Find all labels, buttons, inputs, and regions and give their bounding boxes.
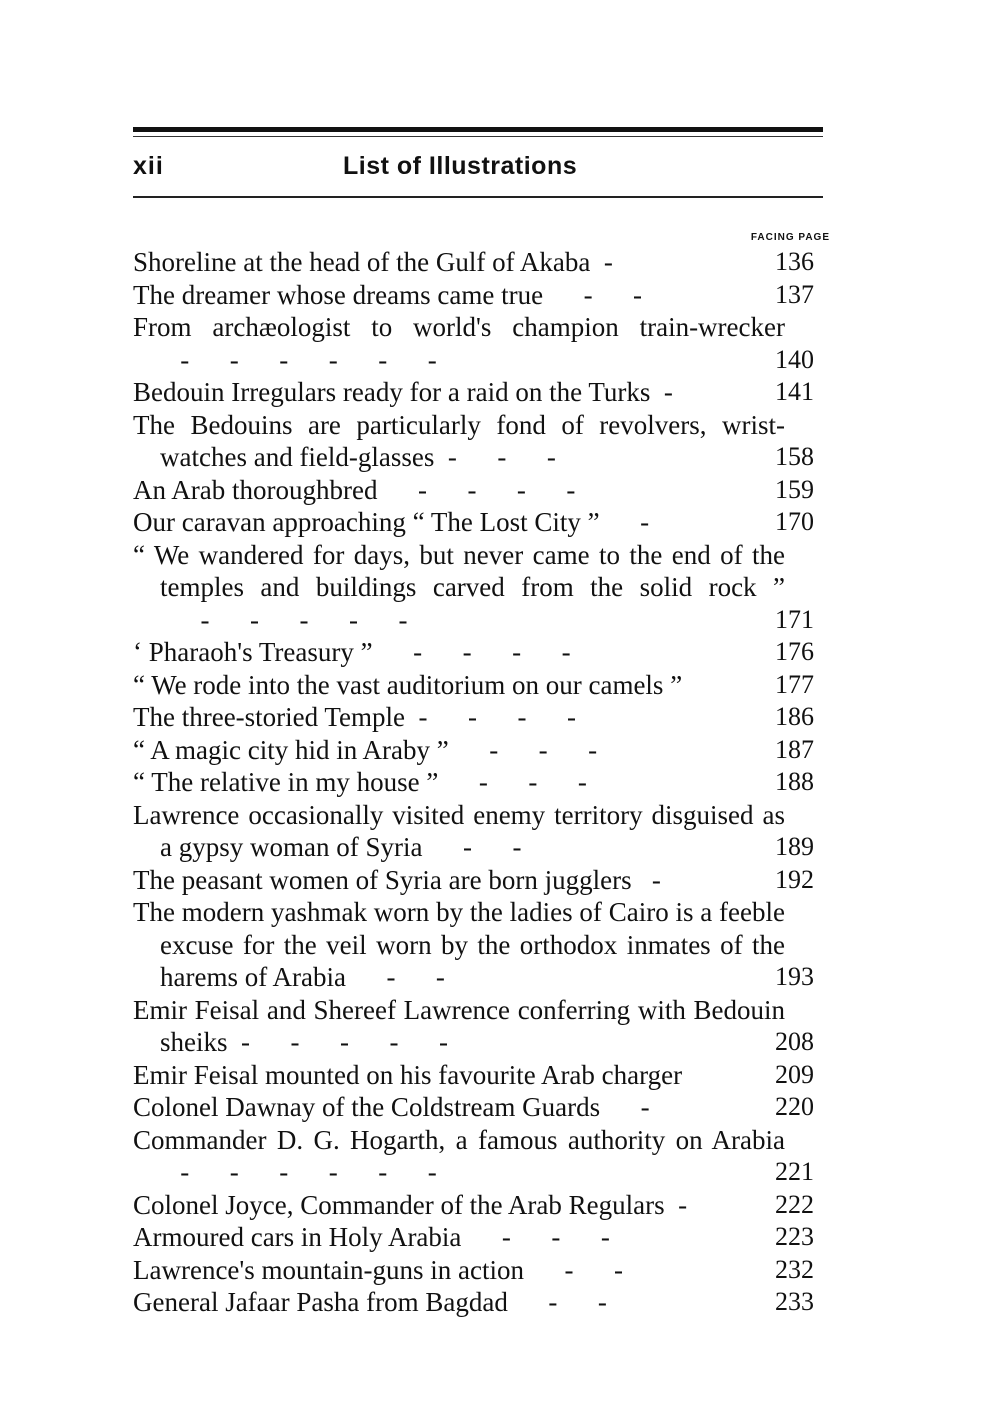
facing-page-number: 209 [775,1059,814,1089]
dot-leaders: - - - [461,1222,610,1252]
facing-page-number: 176 [775,637,814,666]
list-item [133,1091,833,1124]
list-item [133,279,833,312]
list-item [133,669,833,702]
top-rule-thin [133,136,823,137]
dot-leaders: - - [422,832,522,862]
dot-leaders: - - [524,1254,623,1285]
list-item [133,506,833,539]
list-item [133,311,833,376]
illustration-caption: ‘ Pharaoh's Treasury ” [133,637,373,667]
dot-leaders: - - - - - - [160,344,437,375]
illustration-caption: Our caravan approaching “ The Lost City ” [133,507,600,537]
list-item [133,701,833,734]
illustration-caption: Colonel Joyce, Commander of the Arab Regulars [133,1189,665,1220]
facing-page-number: 137 [775,279,814,309]
illustration-caption: Lawrence's mountain-guns in action [133,1254,524,1285]
facing-page-number: 222 [775,1189,814,1219]
list-item [133,409,833,474]
list-item [133,1189,833,1222]
facing-page-number: 140 [775,344,814,374]
facing-page-number: 193 [775,962,814,991]
illustration-title [133,701,785,734]
facing-page-number: 189 [775,832,814,861]
illustration-caption: Colonel Dawnay of the Coldstream Guards [133,1092,601,1122]
dot-leaders: - [600,1092,650,1122]
running-head-title: List of Illustrations [343,152,578,180]
facing-page-number: 141 [775,377,814,406]
list-item [133,1254,833,1287]
illustration-caption: “ The relative in my house ” [133,767,439,797]
dot-leaders: - - - [438,767,587,797]
dot-leaders: - [650,377,673,407]
page-number-folio: xii [133,152,164,180]
illustration-caption: “ We wandered for days, but never came to the end of the temples and buildings carved from the solid rock ” [133,539,785,602]
illustration-title [133,409,785,474]
facing-page-number: 208 [775,1027,814,1056]
list-item [133,864,833,897]
illustrations-list [133,246,833,1319]
illustration-caption: The three-storied Temple [133,702,406,732]
facing-page-number: 223 [775,1222,814,1251]
facing-page-number: 136 [775,247,814,276]
illustration-caption: The modern yashmak worn by the ladies of Cairo is a feeble excuse for the veil worn by the orthodox inmates of the harems of Arabia [133,897,785,992]
illustration-title [133,799,785,864]
list-item [133,1059,833,1092]
illustration-caption: General Jafaar Pasha from Bagdad [133,1287,508,1317]
dot-leaders: - [590,247,613,277]
illustration-caption: The peasant women of Syria are born jugglers [133,864,632,895]
illustration-caption: The Bedouins are particularly fond of revolvers, wrist-watches and field-glasses [133,409,785,472]
illustration-title [133,1189,785,1222]
illustration-title [133,279,785,312]
top-rule-thick [133,127,823,132]
illustration-caption: Emir Feisal and Shereef Lawrence conferring with Bedouin sheiks [133,994,785,1057]
dot-leaders: - [631,864,661,895]
list-item [133,1286,833,1319]
illustration-title [133,896,785,994]
facing-page-number: 177 [775,669,814,699]
list-item [133,474,833,507]
illustration-title [133,539,785,637]
illustration-title [133,246,785,279]
dot-leaders: - - - - [377,474,576,505]
illustration-title [133,1059,785,1092]
list-item [133,994,833,1059]
illustration-title [133,1091,785,1124]
facing-page-number: 220 [775,1092,814,1121]
dot-leaders: - - [345,962,445,992]
dot-leaders: - [664,1189,688,1220]
list-item [133,246,833,279]
illustration-title [133,1286,785,1319]
facing-page-number: 221 [775,1157,814,1186]
list-item [133,1221,833,1254]
illustration-title [133,376,785,409]
list-item [133,376,833,409]
facing-page-number: 233 [775,1287,814,1316]
illustration-title [133,734,785,767]
illustration-caption: The dreamer whose dreams came true [133,279,544,310]
header-underline-rule [133,196,823,198]
dot-leaders: - - - [448,734,598,765]
facing-page-number: 158 [775,442,814,471]
facing-page-column-label: FACING PAGE [750,232,830,243]
dot-leaders: - - - - - [160,604,408,635]
facing-page-number: 187 [775,734,814,764]
illustration-caption: Armoured cars in Holy Arabia [133,1222,462,1252]
dot-leaders: - - - - - [227,1027,448,1057]
list-item [133,539,833,637]
illustration-title [133,766,785,799]
illustration-title [133,1221,785,1254]
dot-leaders: - - [543,279,643,310]
illustration-caption: “ We rode into the vast auditorium on our camels ” [133,669,683,700]
dot-leaders: - - - - [372,637,571,667]
illustration-caption: Commander D. G. Hogarth, a famous authority on Arabia [133,1124,785,1155]
illustration-title [133,1124,785,1189]
illustration-caption: Emir Feisal mounted on his favourite Arab charger [133,1059,683,1090]
facing-page-number: 171 [775,604,814,634]
illustration-title [133,1254,785,1287]
dot-leaders: - - - - - - [160,1157,437,1187]
illustration-title [133,311,785,376]
list-item [133,636,833,669]
illustration-title [133,994,785,1059]
facing-page-number: 159 [775,474,814,504]
illustration-caption: An Arab thoroughbred [133,474,378,505]
illustration-caption: “ A magic city hid in Araby ” [133,734,449,765]
facing-page-number: 192 [775,864,814,894]
dot-leaders: - [599,507,650,537]
facing-page-number: 232 [775,1254,814,1284]
list-item [133,799,833,864]
dot-leaders: - - - [434,442,556,472]
illustration-title [133,636,785,669]
illustration-title [133,474,785,507]
page-header [133,150,823,190]
illustration-caption: Shoreline at the head of the Gulf of Akaba [133,247,591,277]
illustration-title [133,506,785,539]
list-item [133,766,833,799]
dot-leaders: - - - - [405,702,576,732]
dot-leaders: - - [507,1287,607,1317]
illustration-caption: From archæologist to world's champion train-wrecker [133,312,785,342]
illustration-title [133,864,785,897]
facing-page-number: 188 [775,767,814,796]
facing-page-number: 186 [775,702,814,731]
illustration-title [133,669,785,702]
facing-page-number: 170 [775,507,814,536]
illustration-caption: Lawrence occasionally visited enemy territory disguised as a gypsy woman of Syria [133,799,785,862]
illustration-caption: Bedouin Irregulars ready for a raid on the Turks [133,377,651,407]
list-item [133,734,833,767]
list-item [133,896,833,994]
list-item [133,1124,833,1189]
